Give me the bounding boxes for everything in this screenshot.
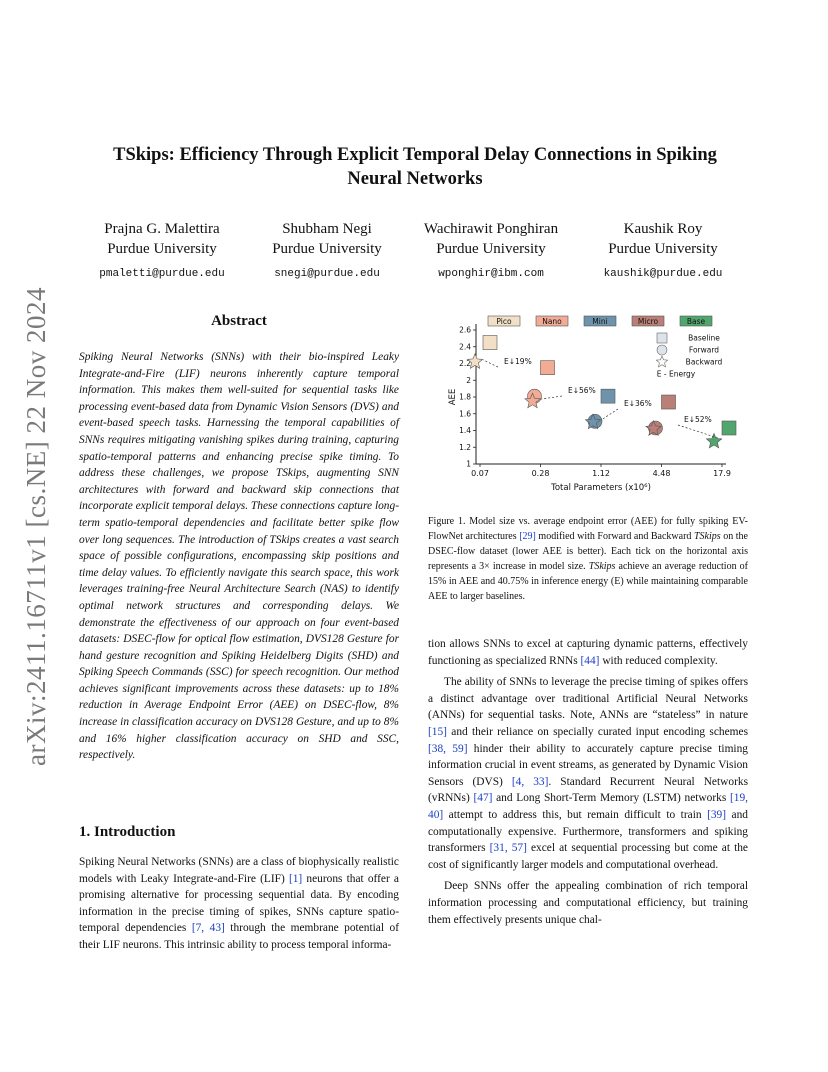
- text-run: Figure 1. Model size vs. average endpoint error (AEE) for fully spiking EV-FlowNet architectures: [428, 516, 748, 542]
- author-email[interactable]: wponghir@ibm.com: [438, 268, 544, 280]
- author-email[interactable]: kaushik@purdue.edu: [603, 268, 723, 280]
- energy-annotation-connector: [541, 396, 563, 399]
- text-run: achieve an average reduction of 15% in AEE and 40.75% in inference energy (E) while maintaining comparable AEE to larger baselines.: [428, 561, 748, 602]
- legend-marker-label: E - Energy: [656, 369, 696, 379]
- citation-link[interactable]: [47]: [473, 792, 493, 805]
- method-name-italic: TSkips: [693, 531, 721, 542]
- legend-label-mini: Mini: [592, 317, 608, 326]
- abstract-body: Spiking Neural Networks (SNNs) with their bio-inspired Leaky Integrate-and-Fire (LIF) neurons inherently capture temporal information. This makes them well-suited for sequential tasks like processing event-based data from Dynamic Vision Sensors (DVS) and event-based speech tasks. Harnessing the temporal capabilities of SNNs requires mitigating vanishing spikes during training, capturing spatio-temporal patterns and enhancing precise spike timing. To address these challenges, we propose TSkips, augmenting SNN architectures with forward and backward skip connections that incorporate explicit temporal delays. These connections capture long-term spatio-temporal dependencies and facilitate better spike flow over long sequences. The introduction of TSkips creates a vast search space of possible configurations, encompassing skip positions and time delay values. To efficiently navigate this search space, this work leverages training-free Neural Architecture Search (NAS) to identify optimal network structures and corresponding delays. We demonstrate the effectiveness of our approach on four event-based datasets: DSEC-flow for optical flow estimation, DVS128 Gesture for hand gesture recognition and Spiking Heidelberg Digits (SHD) and Spiking Speech Commands (SSC) for speech recognition. Our method achieves significant improvements across these datasets: up to 18% reduction in Average Endpoint Error (AEE) on DSEC-flow, 8% increase in classification accuracy on DVS128 Gesture, and up to 8% and 16% higher classification accuracy on SHD and SSC, respectively.: [79, 351, 399, 762]
- x-tick-label: 1.12: [592, 469, 610, 478]
- text-run: and Long Short-Term Memory (LSTM) networks: [492, 792, 730, 805]
- micro-baseline-point: [662, 395, 676, 409]
- energy-annotation-connector: [601, 409, 618, 420]
- legend-marker-label: Forward: [688, 345, 720, 355]
- text-run: The ability of SNNs to leverage the precise timing of spikes offers a distinct advantage over traditional Artificial Neural Networks (ANNs) for sequential tasks. Note, ANNs are “stateless” in nature: [428, 676, 748, 722]
- legend-marker-label: Backward: [685, 357, 723, 367]
- x-tick-label: 0.28: [531, 469, 550, 478]
- text-run: neurons that offer a promising alternative for processing sequential data. By encoding information in the precise timing of spikes, SNNs capture spatio-temporal dependencies: [79, 872, 399, 935]
- text-run: hinder their ability to accurately capture precise timing information crucial in event streams, as generated by Dynamic Vision Sensors (DVS): [428, 742, 748, 788]
- author-name: Shubham Negi: [282, 221, 372, 237]
- author-name: Kaushik Roy: [623, 221, 703, 237]
- introduction-paragraph: [79, 854, 399, 954]
- text-run: Spiking Neural Networks (SNNs) are a class of biophysically realistic models with Leaky Integrate-and-Fire (LIF): [79, 856, 399, 885]
- energy-annotation-connector: [483, 360, 498, 367]
- y-tick-label: 1.2: [459, 442, 471, 452]
- author-block: [590, 219, 736, 284]
- author-block: [256, 219, 398, 284]
- energy-annotation-label: E↓36%: [624, 399, 652, 408]
- arxiv-identifier-text: arXiv:2411.16711v1 [cs.NE] 22 Nov 2024: [20, 286, 51, 766]
- method-name-italic: TSkips: [588, 561, 616, 572]
- text-run: on the DSEC-flow dataset (lower AEE is better). Each tick on the horizontal axis represents a 3× increase in model size.: [428, 531, 748, 572]
- body-paragraph: [428, 636, 748, 669]
- arxiv-identifier-stamp: [14, 286, 58, 766]
- author-affiliation: Purdue University: [272, 241, 382, 257]
- citation-link[interactable]: [19, 40]: [428, 792, 748, 821]
- text-run: Deep SNNs offer the appealing combination of rich temporal information processing and computational efficiency, but training them effectively presents unique chal-: [428, 880, 748, 926]
- legend-backward-star-marker: [656, 356, 667, 367]
- y-tick-label: 1.8: [459, 392, 471, 402]
- text-run: excel at sequential processing but come at the cost of significantly larger models and computational overhead.: [428, 842, 748, 871]
- citation-link[interactable]: [29]: [519, 531, 536, 542]
- figure-1-chart: [440, 312, 750, 502]
- legend-baseline-square-marker: [657, 333, 667, 343]
- y-tick-label: 1.4: [459, 426, 471, 435]
- figure-1-caption: [428, 514, 748, 604]
- energy-annotation-label: E↓52%: [684, 415, 712, 424]
- author-name: Prajna G. Malettira: [104, 221, 220, 237]
- pico-baseline-point: [483, 336, 497, 350]
- x-tick-label: 4.48: [652, 469, 671, 478]
- citation-link[interactable]: [39]: [707, 808, 727, 821]
- y-tick-label: 2.2: [459, 359, 471, 368]
- introduction-body: [79, 854, 399, 954]
- text-run: . Standard Recurrent Neural Networks (vRNNs): [428, 775, 748, 805]
- body-paragraph: [428, 878, 748, 928]
- legend-label-micro: Micro: [637, 317, 659, 326]
- text-run: and computationally expensive. Furthermore, transformers and spiking transformers: [428, 808, 748, 855]
- citation-link[interactable]: [31, 57]: [489, 842, 527, 855]
- introduction-heading: 1. Introduction: [79, 824, 176, 840]
- text-run: modified with Forward and Backward: [535, 531, 694, 542]
- y-tick-label: 1: [466, 459, 471, 469]
- legend-marker-label: Baseline: [688, 333, 720, 343]
- x-tick-label: 0.07: [471, 469, 489, 478]
- right-column-body: [428, 636, 748, 928]
- y-tick-label: 1.6: [459, 409, 471, 419]
- author-email[interactable]: snegi@purdue.edu: [274, 268, 380, 280]
- author-name: Wachirawit Ponghiran: [423, 221, 559, 237]
- paper-title-line-2: Neural Networks: [347, 169, 483, 189]
- abstract-heading: Abstract: [211, 313, 267, 329]
- energy-annotation-label: E↓19%: [504, 357, 532, 366]
- text-run: with reduced complexity.: [599, 654, 718, 667]
- legend-label-base: Base: [686, 317, 706, 326]
- citation-link[interactable]: [7, 43]: [191, 922, 225, 935]
- x-tick-label: 17.9: [713, 469, 731, 478]
- energy-annotation-label: E↓56%: [568, 386, 596, 395]
- text-run: through the membrane potential of their LIF neurons. This intrinsic ability to process temporal informa-: [79, 922, 399, 951]
- x-axis-label: Total Parameters (x10⁶): [551, 483, 651, 493]
- citation-link[interactable]: [1]: [288, 872, 303, 885]
- y-tick-label: 2.6: [459, 325, 471, 335]
- citation-link[interactable]: [4, 33]: [511, 775, 549, 788]
- y-tick-label: 2.4: [459, 342, 471, 352]
- author-block: [86, 219, 238, 284]
- text-run: and their reliance on specially curated input encoding schemes: [446, 725, 748, 738]
- author-email[interactable]: pmaletti@purdue.edu: [99, 268, 225, 280]
- citation-link[interactable]: [44]: [580, 654, 600, 667]
- author-block: [414, 219, 568, 284]
- y-tick-label: 2: [466, 375, 471, 385]
- paper-title: [80, 143, 750, 191]
- citation-link[interactable]: [15]: [428, 725, 447, 738]
- text-run: tion allows SNNs to excel at capturing dynamic patterns, effectively functioning as specialized RNNs: [428, 638, 748, 667]
- citation-link[interactable]: [38, 59]: [428, 742, 468, 755]
- nano-baseline-point: [541, 361, 555, 375]
- legend-label-nano: Nano: [542, 317, 562, 326]
- author-affiliation: Purdue University: [608, 241, 718, 257]
- base-baseline-point: [722, 421, 736, 435]
- base-backward-point: [706, 433, 721, 448]
- paper-title-line-1: TSkips: Efficiency Through Explicit Temporal Delay Connections in Spiking: [113, 145, 717, 165]
- mini-baseline-point: [601, 389, 615, 403]
- author-affiliation: Purdue University: [436, 241, 546, 257]
- author-affiliation: Purdue University: [107, 241, 217, 257]
- y-axis-label: AEE: [448, 388, 458, 406]
- text-run: attempt to address this, but remain difficult to train: [443, 808, 708, 821]
- legend-label-pico: Pico: [496, 317, 512, 326]
- body-paragraph: [428, 674, 748, 873]
- aee-vs-params-scatter-chart: [440, 312, 750, 502]
- legend-forward-circle-marker: [657, 345, 667, 355]
